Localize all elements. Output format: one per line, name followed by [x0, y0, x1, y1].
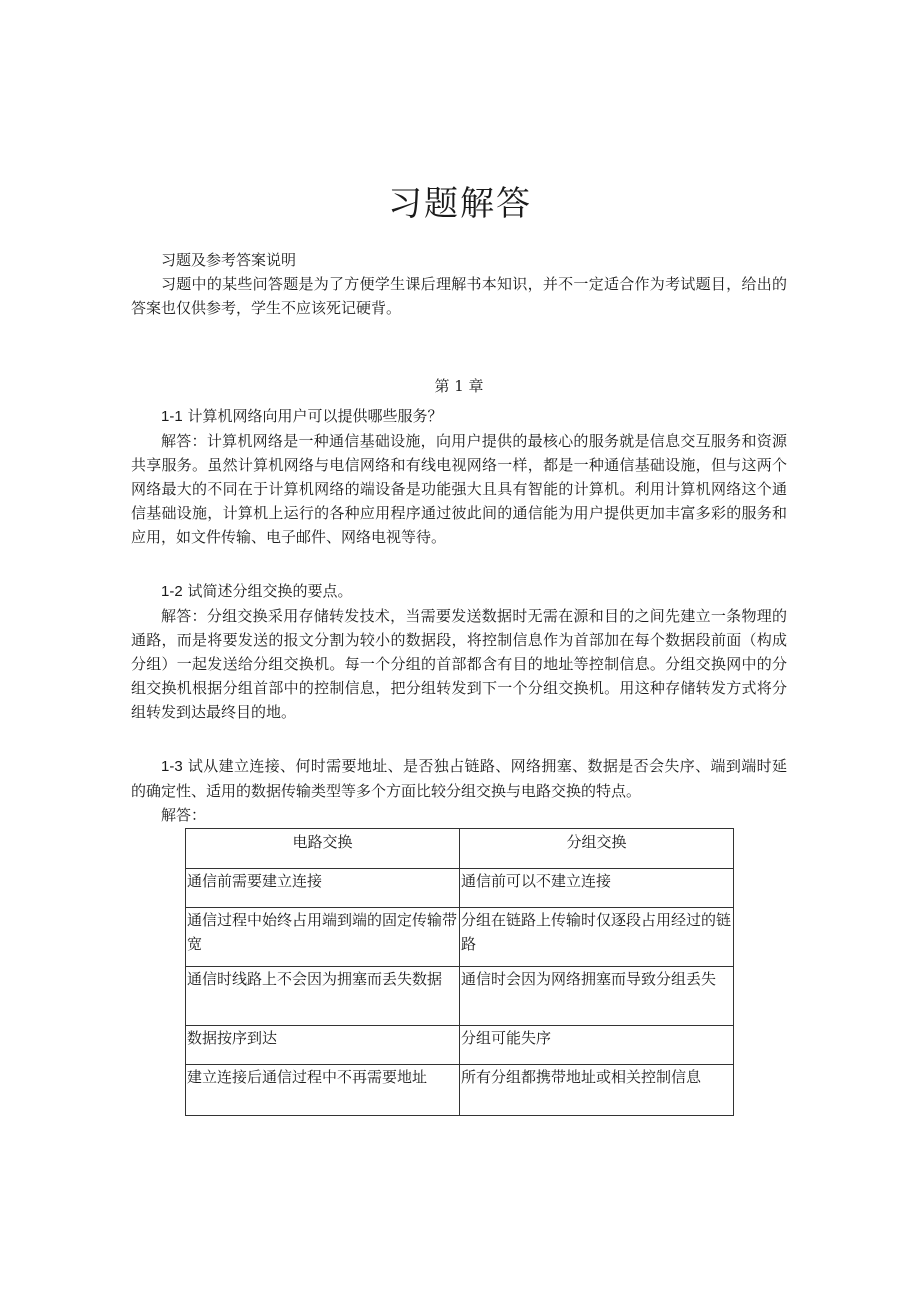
document-body: [131, 248, 787, 827]
table-cell: 分组可能失序: [460, 1026, 734, 1065]
table-row: [186, 908, 734, 967]
question-1-3: [131, 754, 787, 803]
table-row: [186, 1026, 734, 1065]
question-1-2: [131, 579, 787, 604]
answer-1-1: 解答：计算机网络是一种通信基础设施，向用户提供的最核心的服务就是信息交互服务和资源共享服务。虽然计算机网络与电信网络和有线电视网络一样，都是一种通信基础设施，但与这两个网络最大的不同在于计算机网络的端设备是功能强大且具有智能的计算机。利用计算机网络这个通信基础设施，计算机上运行的各种应用程序通过彼此间的通信能为用户提供更加丰富多彩的服务和应用，如文件传输、电子邮件、网络电视等待。: [131, 432, 787, 546]
table-header-packet: 分组交换: [460, 829, 734, 869]
table-header-circuit: 电路交换: [186, 829, 460, 869]
question-text: 计算机网络向用户可以提供哪些服务？: [187, 407, 443, 425]
table-cell: 分组在链路上传输时仅逐段占用经过的链路: [460, 908, 734, 967]
table-cell: 通信时会因为网络拥塞而导致分组丢失: [460, 967, 734, 1026]
question-number: 1-3: [161, 758, 183, 775]
question-1-1: [131, 404, 787, 429]
table-header-row: [186, 829, 734, 869]
question-number: 1-1: [161, 408, 183, 425]
table-cell: 数据按序到达: [186, 1026, 460, 1065]
table-cell: 通信过程中始终占用端到端的固定传输带宽: [186, 908, 460, 967]
question-text: 试简述分组交换的要点。: [187, 582, 353, 600]
question-number: 1-2: [161, 583, 183, 600]
table-cell: 通信时线路上不会因为拥塞而丢失数据: [186, 967, 460, 1026]
table-cell: 建立连接后通信过程中不再需要地址: [186, 1065, 460, 1116]
table-row: [186, 967, 734, 1026]
answer-1-3: 解答：: [161, 806, 207, 824]
table-cell: 所有分组都携带地址或相关控制信息: [460, 1065, 734, 1116]
table-row: [186, 869, 734, 908]
table-cell: 通信前可以不建立连接: [460, 869, 734, 908]
page-title: 习题解答: [388, 184, 532, 224]
table-cell: 通信前需要建立连接: [186, 869, 460, 908]
answer-1-2: 解答：分组交换采用存储转发技术，当需要发送数据时无需在源和目的之间先建立一条物理的通路，而是将要发送的报文分割为较小的数据段，将控制信息作为首部加在每个数据段前面（构成分组）一起发送给分组交换机。每一个分组的首部都含有目的地址等控制信息。分组交换网中的分组交换机根据分组首部中的控制信息，把分组转发到下一个分组交换机。用这种存储转发方式将分组转发到达最终目的地。: [131, 607, 787, 721]
intro-heading: 习题及参考答案说明: [161, 251, 297, 269]
question-text: 试从建立连接、何时需要地址、是否独占链路、网络拥塞、数据是否会失序、端到端时延的确定性、适用的数据传输类型等多个方面比较分组交换与电路交换的特点。: [131, 757, 787, 800]
comparison-table: [185, 828, 734, 1116]
table-row: [186, 1065, 734, 1116]
intro-text: 习题中的某些问答题是为了方便学生课后理解书本知识，并不一定适合作为考试题目，给出的答案也仅供参考，学生不应该死记硬背。: [131, 275, 787, 317]
comparison-table-wrap: [185, 828, 734, 1116]
chapter-heading: 第 1 章: [434, 377, 484, 395]
